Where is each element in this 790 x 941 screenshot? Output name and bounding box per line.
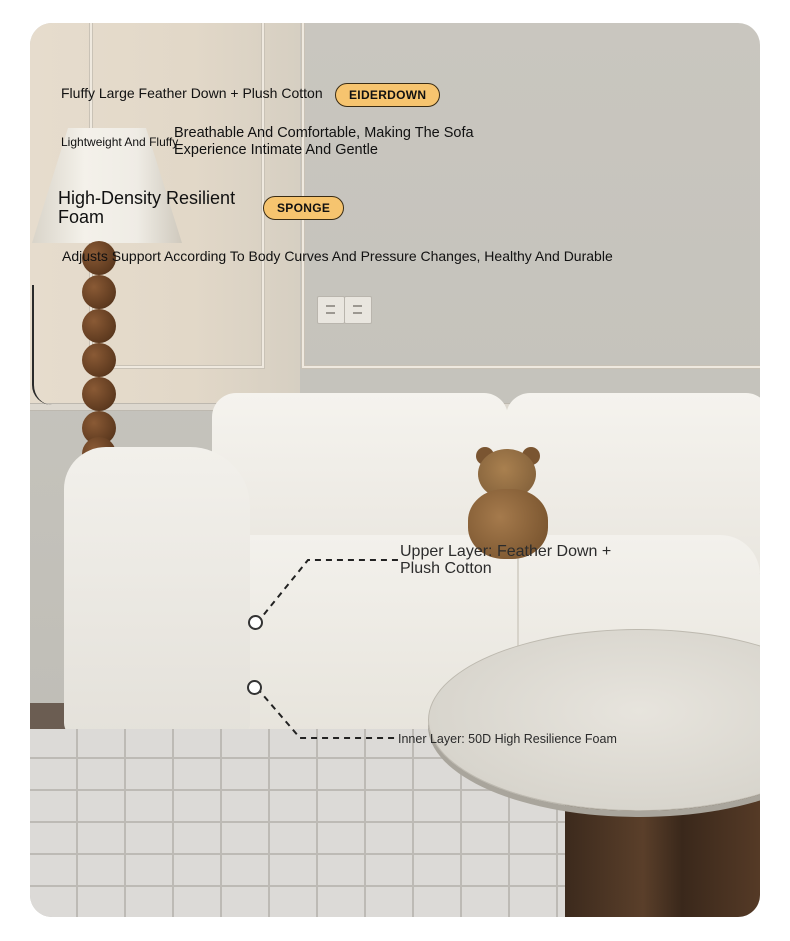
- inner-layer-callout: Inner Layer: 50D High Resilience Foam: [398, 732, 617, 746]
- sponge-description: Adjusts Support According To Body Curves And Pressure Changes, Healthy And Durable: [62, 248, 613, 264]
- sponge-badge: SPONGE: [263, 196, 344, 220]
- eiderdown-heading: Fluffy Large Feather Down + Plush Cotton: [61, 85, 323, 101]
- upper-layer-callout: Upper Layer: Feather Down + Plush Cotton: [400, 543, 612, 577]
- callout-dot-upper: [248, 615, 263, 630]
- callout-dot-inner: [247, 680, 262, 695]
- product-hero-image: [30, 23, 760, 917]
- eiderdown-badge: EIDERDOWN: [335, 83, 440, 107]
- eiderdown-subheading: Lightweight And Fluffy: [61, 135, 179, 149]
- eiderdown-description: Breathable And Comfortable, Making The Sofa Experience Intimate And Gentle: [174, 125, 474, 158]
- sponge-heading: High-Density Resilient Foam: [58, 188, 236, 227]
